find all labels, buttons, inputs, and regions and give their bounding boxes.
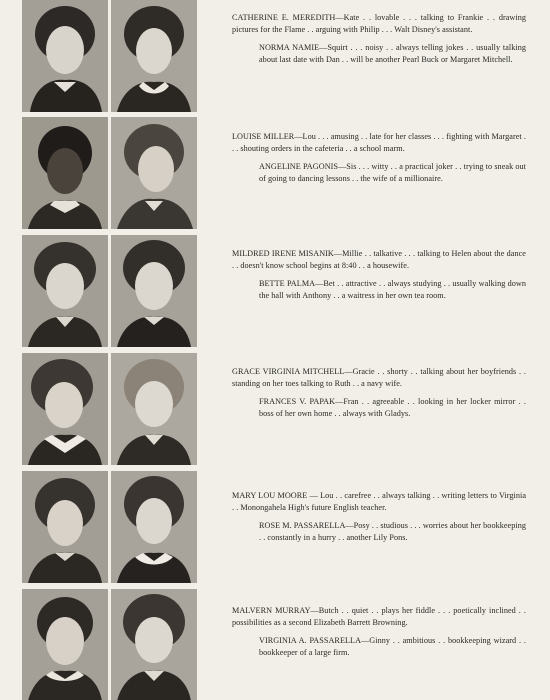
entry-group: [232, 131, 526, 184]
senior-entry: CATHERINE E. MEREDITH—Kate . . lovable . . . talking to Frankie . . drawing pictures for the Flame . . arguing with Philip . . . Walt Disney's assistant.: [232, 13, 526, 34]
entry-group: [232, 605, 526, 658]
senior-entry: MARY LOU MOORE — Lou . . carefree . . always talking . . writing letters to Virginia . . Monongahela High's future English teacher.: [232, 491, 526, 512]
senior-entry: FRANCES V. PAPAK—Fran . . agreeable . . looking in her locker mirror . . boss of her own home . . always with Gladys.: [259, 397, 526, 418]
entry-group: [232, 366, 526, 419]
senior-entry: ANGELINE PAGONIS—Sis . . . witty . . a practical joker . . trying to sneak out of going to dancing lessons . . the wife of a millionaire.: [259, 162, 526, 183]
senior-entry: GRACE VIRGINIA MITCHELL—Gracie . . shorty . . talking about her boyfriends . . standing on her toes talking to Ruth . . a navy wife.: [232, 367, 526, 388]
entry-group: [232, 248, 526, 301]
senior-entry: NORMA NAMIE—Squirt . . . noisy . . always telling jokes . . usually talking about last date with Dan . . will be another Pearl Buck or Margaret Mitchell.: [259, 43, 526, 64]
senior-entry: MALVERN MURRAY—Butch . . quiet . . plays her fiddle . . . poetically inclined . . possibilities as a second Elizabeth Barrett Browning.: [232, 606, 526, 627]
senior-entry: MILDRED IRENE MISANIK—Millie . . talkative . . . talking to Helen about the dance . . doesn't know school begins at 8:40 . . a housewife.: [232, 249, 526, 270]
senior-entry: LOUISE MILLER—Lou . . . amusing . . late for her classes . . . fighting with Margaret . . . shouting orders in the cafeteria . . a school marm.: [232, 132, 526, 153]
senior-entry: ROSE M. PASSARELLA—Posy . . studious . . . worries about her bookkeeping . . constantly in a hurry . . another Lily Pons.: [259, 521, 526, 542]
senior-entry: BETTE PALMA—Bet . . attractive . . always studying . . usually walking down the hall with Anthony . . a waitress in her own tea room.: [259, 279, 526, 300]
entry-group: [232, 490, 526, 543]
entry-group: [232, 12, 526, 65]
senior-entry: VIRGINIA A. PASSARELLA—Ginny . . ambitious . . bookkeeping wizard . . bookkeeper of a large firm.: [259, 636, 526, 657]
